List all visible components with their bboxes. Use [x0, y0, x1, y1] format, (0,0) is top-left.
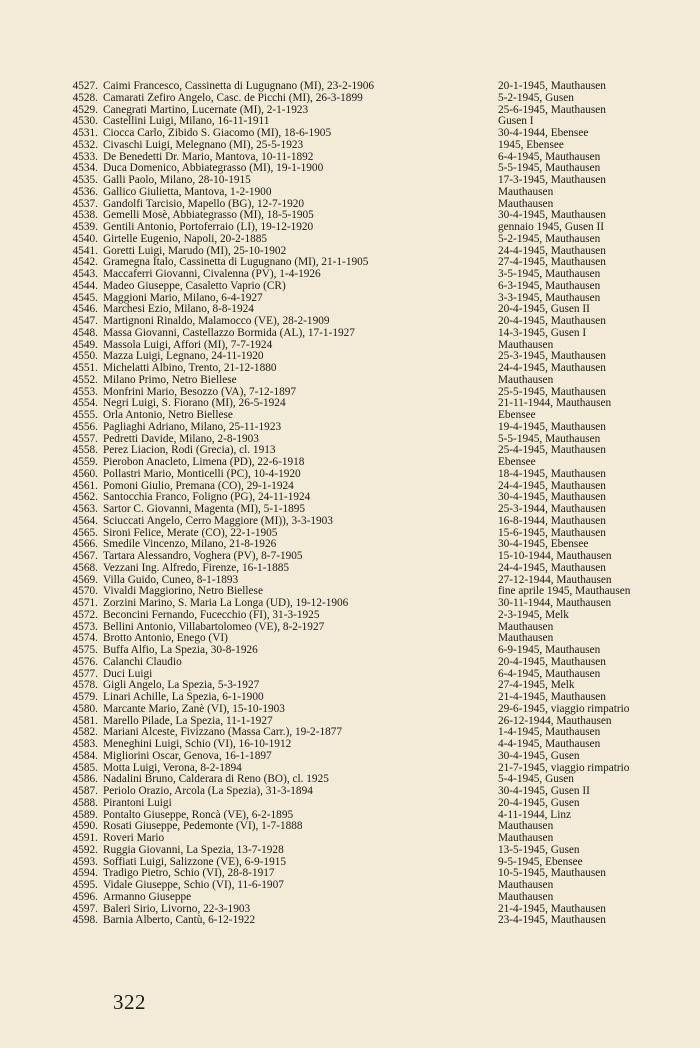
entry-death-place: Mauthausen	[498, 879, 554, 891]
entry-death-place: Mauthausen	[498, 197, 554, 210]
entry-number: 4567.	[72, 550, 98, 562]
entry-death-place: 2-3-1945, Melk	[498, 608, 569, 621]
entry-death-place: 20-4-1945, Gusen	[498, 796, 580, 809]
list-item	[62, 739, 662, 751]
entry-death-place: 6-4-1945, Mauthausen	[498, 150, 601, 163]
entry-name-birth: Brotto Antonio, Enego (VI)	[103, 632, 228, 645]
page-number: 322	[113, 990, 146, 1014]
list-item	[62, 657, 662, 669]
entry-name-birth: Ruggia Giovanni, La Spezia, 13-7-1928	[103, 843, 284, 856]
entry-number: 4563.	[72, 503, 98, 515]
list-item	[62, 504, 662, 516]
entry-name-birth: Pollastri Mario, Monticelli (PC), 10-4-1920	[103, 467, 301, 480]
entry-number: 4545.	[72, 291, 98, 304]
entry-number: 4581.	[72, 714, 98, 727]
entry-number: 4593.	[72, 855, 98, 868]
entry-name-birth: Vezzani Ing. Alfredo, Firenze, 16-1-1885	[103, 561, 290, 574]
entry-death-place: 4-11-1944, Linz	[498, 808, 571, 821]
entry-number: 4583.	[72, 738, 98, 750]
list-item	[62, 328, 662, 340]
entry-number: 4546.	[72, 303, 98, 316]
entry-death-place: 16-8-1944, Mauthausen	[498, 514, 606, 527]
entry-death-place: 13-5-1945, Gusen	[498, 843, 580, 856]
entry-death-place: 21-11-1944, Mauthausen	[498, 397, 612, 410]
entry-name-birth: Nadalini Bruno, Calderara di Reno (BO), cl. 1925	[103, 773, 329, 786]
entry-name-birth: De Benedetti Dr. Mario, Mantova, 10-11-1892	[103, 150, 314, 163]
entry-death-place: 21-4-1945, Mauthausen	[498, 902, 606, 915]
entry-death-place: 25-6-1945, Mauthausen	[498, 103, 606, 116]
entry-number: 4559.	[72, 456, 98, 468]
entry-number: 4586.	[72, 773, 98, 786]
list-item	[62, 410, 662, 422]
entry-death-place: 24-4-1945, Mauthausen	[498, 561, 606, 574]
entry-name-birth: Tradigo Pietro, Schio (VI), 28-8-1917	[103, 867, 275, 880]
list-item	[62, 645, 662, 657]
list-item	[62, 234, 662, 246]
entry-name-birth: Buffa Alfio, La Spezia, 30-8-1926	[103, 644, 258, 656]
entry-death-place: 6-9-1945, Mauthausen	[498, 644, 601, 656]
entry-death-place: 20-4-1945, Mauthausen	[498, 655, 606, 668]
entry-death-place: Mauthausen	[498, 632, 554, 645]
entry-number: 4585.	[72, 761, 98, 774]
entry-number: 4571.	[72, 597, 98, 609]
entry-name-birth: Monfrini Mario, Besozzo (VA), 7-12-1897	[103, 385, 297, 398]
entry-number: 4572.	[72, 608, 98, 621]
entry-number: 4561.	[72, 479, 98, 492]
entry-death-place: 20-4-1945, Gusen II	[498, 303, 590, 316]
entry-number: 4577.	[72, 667, 98, 680]
entry-number: 4540.	[72, 232, 98, 245]
entry-name-birth: Orla Antonio, Netro Biellese	[103, 409, 233, 421]
list-item	[62, 516, 662, 528]
entry-death-place: 21-7-1945, viaggio rimpatrio	[498, 761, 630, 774]
entry-name-birth: Gandolfi Tarcisio, Mapello (BG), 12-7-1920	[103, 197, 305, 210]
entry-death-place: 20-4-1945, Mauthausen	[498, 315, 606, 327]
entry-name-birth: Galli Paolo, Milano, 28-10-1915	[103, 174, 251, 186]
entry-name-birth: Milano Primo, Netro Biellese	[103, 373, 237, 386]
entry-name-birth: Caimi Francesco, Cassinetta di Lugugnano (MI), 23-2-1906	[103, 80, 375, 92]
entry-death-place: 30-4-1945, Mauthausen	[498, 491, 606, 504]
entry-death-place: Ebensee	[498, 456, 536, 468]
entry-name-birth: Sironi Felice, Merate (CO), 22-1-1905	[103, 526, 278, 539]
entry-name-birth: Gemelli Mosè, Abbiategrasso (MI), 18-5-1905	[103, 209, 314, 222]
list-item	[62, 128, 662, 140]
entry-death-place: 30-4-1945, Ebensee	[498, 538, 589, 551]
entry-name-birth: Mazza Luigi, Legnano, 24-11-1920	[103, 350, 264, 363]
entry-number: 4566.	[72, 538, 98, 551]
entry-death-place: 24-4-1945, Mauthausen	[498, 479, 606, 492]
entry-death-place: 23-4-1945, Mauthausen	[498, 914, 606, 927]
entry-name-birth: Armanno Giuseppe	[103, 890, 192, 903]
entry-number: 4557.	[72, 432, 98, 445]
entry-death-place: 6-3-1945, Mauthausen	[498, 279, 601, 292]
entry-death-place: 30-11-1944, Mauthausen	[498, 597, 612, 609]
entry-number: 4555.	[72, 409, 98, 421]
entry-number: 4528.	[72, 91, 98, 104]
list-item	[62, 222, 662, 234]
entry-death-place: Mauthausen	[498, 832, 554, 844]
list-item	[62, 281, 662, 293]
entry-number: 4596.	[72, 890, 98, 903]
list-item	[62, 375, 662, 387]
entry-death-place: 15-6-1945, Mauthausen	[498, 526, 606, 539]
entry-number: 4570.	[72, 585, 98, 598]
list-item	[62, 798, 662, 810]
entry-number: 4529.	[72, 103, 98, 116]
entry-number: 4591.	[72, 832, 98, 844]
entry-number: 4584.	[72, 749, 98, 762]
entry-number: 4565.	[72, 526, 98, 539]
entry-death-place: 20-1-1945, Mauthausen	[498, 80, 606, 92]
entry-number: 4530.	[72, 115, 98, 128]
entry-death-place: 27-4-1945, Mauthausen	[498, 256, 606, 269]
entry-death-place: gennaio 1945, Gusen II	[498, 221, 605, 233]
entry-name-birth: Massa Giovanni, Castellazzo Bormida (AL), 17-1-1927	[103, 326, 355, 339]
entry-number: 4592.	[72, 843, 98, 856]
entry-death-place: 5-5-1945, Mauthausen	[498, 432, 601, 445]
entry-death-place: 9-5-1945, Ebensee	[498, 855, 583, 868]
list-item	[62, 175, 662, 187]
list-item	[62, 892, 662, 904]
entry-death-place: 30-4-1945, Mauthausen	[498, 209, 606, 222]
entry-number: 4556.	[72, 420, 98, 433]
entry-number: 4573.	[72, 620, 98, 633]
entry-death-place: 25-5-1945, Mauthausen	[498, 385, 606, 398]
entry-number: 4575.	[72, 644, 98, 656]
entry-name-birth: Marcante Mario, Zanè (VI), 15-10-1903	[103, 702, 285, 715]
entry-name-birth: Beconcini Fernando, Fucecchio (FI), 31-3-1925	[103, 608, 320, 621]
entry-number: 4595.	[72, 879, 98, 891]
list-item	[62, 915, 662, 927]
entry-name-birth: Motta Luigi, Verona, 8-2-1894	[103, 761, 242, 774]
entry-death-place: 5-5-1945, Mauthausen	[498, 162, 601, 175]
entry-number: 4558.	[72, 444, 98, 457]
entry-name-birth: Duci Luigi	[103, 667, 153, 680]
entry-death-place: Gusen I	[498, 115, 534, 128]
entry-number: 4539.	[72, 221, 98, 233]
entry-number: 4580.	[72, 702, 98, 715]
entry-name-birth: Negri Luigi, S. Fiorano (MI), 26-5-1924	[103, 397, 286, 410]
entry-name-birth: Tartara Alessandro, Voghera (PV), 8-7-1905	[103, 550, 303, 562]
entry-death-place: 15-10-1944, Mauthausen	[498, 550, 612, 562]
entry-name-birth: Duca Domenico, Abbiategrasso (MI), 19-1-1900	[103, 162, 324, 175]
list-item	[62, 316, 662, 328]
list-item	[62, 551, 662, 563]
entry-death-place: 30-4-1944, Ebensee	[498, 127, 589, 139]
entry-death-place: 25-3-1945, Mauthausen	[498, 350, 606, 363]
entry-name-birth: Vivaldi Maggiorino, Netro Biellese	[103, 585, 263, 598]
entry-name-birth: Vidale Giuseppe, Schio (VI), 11-6-1907	[103, 879, 284, 891]
entry-number: 4544.	[72, 279, 98, 292]
list-item	[62, 704, 662, 716]
entry-name-birth: Gallico Giulietta, Mantova, 1-2-1900	[103, 185, 272, 198]
entry-number: 4587.	[72, 785, 98, 797]
entry-death-place: 14-3-1945, Gusen I	[498, 326, 587, 339]
entry-name-birth: Rosati Giuseppe, Pedemonte (VI), 1-7-1888	[103, 820, 303, 833]
list-item	[62, 610, 662, 622]
entry-number: 4548.	[72, 326, 98, 339]
entry-number: 4562.	[72, 491, 98, 504]
entry-number: 4549.	[72, 338, 98, 351]
entry-death-place: 25-4-1945, Mauthausen	[498, 444, 606, 457]
entry-number: 4542.	[72, 256, 98, 269]
entry-death-place: 10-5-1945, Mauthausen	[498, 867, 606, 880]
entry-number: 4538.	[72, 209, 98, 222]
entry-death-place: Ebensee	[498, 409, 536, 421]
entry-name-birth: Civaschi Luigi, Melegnano (MI), 25-5-1923	[103, 138, 304, 151]
entry-number: 4578.	[72, 679, 98, 692]
entry-death-place: 24-4-1945, Mauthausen	[498, 244, 606, 257]
entry-name-birth: Marello Pilade, La Spezia, 11-1-1927	[103, 714, 273, 727]
entry-name-birth: Pierobon Anacleto, Limena (PD), 22-6-1918	[103, 456, 305, 468]
entry-death-place: Mauthausen	[498, 373, 554, 386]
entry-name-birth: Michelatti Albino, Trento, 21-12-1880	[103, 362, 277, 374]
entry-name-birth: Meneghini Luigi, Schio (VI), 16-10-1912	[103, 738, 292, 750]
entry-name-birth: Santocchia Franco, Foligno (PG), 24-11-1924	[103, 491, 311, 504]
entry-number: 4537.	[72, 197, 98, 210]
entry-number: 4534.	[72, 162, 98, 175]
entry-death-place: 18-4-1945, Mauthausen	[498, 467, 606, 480]
entry-number: 4569.	[72, 573, 98, 586]
entry-name-birth: Canegrati Martino, Lucernate (MI), 2-1-1923	[103, 103, 309, 116]
list-item	[62, 786, 662, 798]
entry-death-place: 30-4-1945, Gusen II	[498, 785, 590, 797]
entry-name-birth: Ciocca Carlo, Zibido S. Giacomo (MI), 18-6-1905	[103, 127, 332, 139]
list-item	[62, 363, 662, 375]
entry-number: 4576.	[72, 655, 98, 668]
entry-number: 4536.	[72, 185, 98, 198]
entry-name-birth: Baleri Sirio, Livorno, 22-3-1903	[103, 902, 251, 915]
entry-name-birth: Pagliaghi Adriano, Milano, 25-11-1923	[103, 420, 282, 433]
list-item	[62, 457, 662, 469]
entry-name-birth: Linari Achille, La Spezia, 6-1-1900	[103, 691, 264, 703]
entry-number: 4560.	[72, 467, 98, 480]
list-item	[62, 269, 662, 281]
list-item	[62, 140, 662, 152]
entry-name-birth: Periolo Orazio, Arcola (La Spezia), 31-3-1894	[103, 785, 313, 797]
entry-name-birth: Pirantoni Luigi	[103, 796, 172, 809]
deportee-list	[62, 81, 662, 927]
entry-number: 4541.	[72, 244, 98, 257]
list-item	[62, 93, 662, 105]
entry-number: 4594.	[72, 867, 98, 880]
entry-name-birth: Villa Guido, Cuneo, 8-1-1893	[103, 573, 239, 586]
entry-name-birth: Massola Luigi, Affori (MI), 7-7-1924	[103, 338, 273, 351]
entry-death-place: 5-2-1945, Mauthausen	[498, 232, 601, 245]
entry-death-place: fine aprile 1945, Mauthausen	[498, 585, 631, 598]
entry-name-birth: Soffiati Luigi, Salizzone (VE), 6-9-1915	[103, 855, 287, 868]
entry-death-place: 30-4-1945, Gusen	[498, 749, 580, 762]
entry-number: 4550.	[72, 350, 98, 363]
entry-number: 4547.	[72, 315, 98, 327]
entry-number: 4543.	[72, 268, 98, 280]
list-item	[62, 81, 662, 93]
entry-number: 4527.	[72, 80, 98, 92]
entry-death-place: Mauthausen	[498, 890, 554, 903]
entry-number: 4554.	[72, 397, 98, 410]
entry-name-birth: Sciuccati Angelo, Cerro Maggiore (MI)), 3-3-1903	[103, 514, 333, 527]
entry-number: 4535.	[72, 174, 98, 186]
entry-death-place: 29-6-1945, viaggio rimpatrio	[498, 702, 630, 715]
entry-number: 4531.	[72, 127, 98, 139]
entry-name-birth: Marchesi Ezio, Milano, 8-8-1924	[103, 303, 254, 316]
entry-name-birth: Bellini Antonio, Villabartolomeo (VE), 8-2-1927	[103, 620, 325, 633]
entry-name-birth: Maccaferri Giovanni, Civalenna (PV), 1-4-1926	[103, 268, 321, 280]
entry-death-place: 5-2-1945, Gusen	[498, 91, 574, 104]
entry-number: 4598.	[72, 914, 98, 927]
entry-name-birth: Pontalto Giuseppe, Roncà (VE), 6-2-1895	[103, 808, 294, 821]
entry-death-place: 21-4-1945, Mauthausen	[498, 691, 606, 703]
list-item	[62, 563, 662, 575]
entry-death-place: Mauthausen	[498, 820, 554, 833]
entry-name-birth: Camarati Zefiro Angelo, Casc. de Picchi (MI), 26-3-1899	[103, 91, 363, 104]
entry-death-place: 24-4-1945, Mauthausen	[498, 362, 606, 374]
entry-name-birth: Gramegna Italo, Cassinetta di Lugugnano (MI), 21-1-1905	[103, 256, 369, 269]
list-item	[62, 422, 662, 434]
entry-death-place: 27-4-1945, Melk	[498, 679, 575, 692]
entry-death-place: 19-4-1945, Mauthausen	[498, 420, 606, 433]
entry-death-place: 26-12-1944, Mauthausen	[498, 714, 612, 727]
entry-number: 4532.	[72, 138, 98, 151]
entry-number: 4551.	[72, 362, 98, 374]
entry-number: 4574.	[72, 632, 98, 645]
entry-name-birth: Barnia Alberto, Cantù, 6-12-1922	[103, 914, 256, 927]
entry-name-birth: Pomoni Giulio, Premana (CO), 29-1-1924	[103, 479, 294, 492]
entry-death-place: 1945, Ebensee	[498, 138, 564, 151]
entry-death-place: 3-3-1945, Mauthausen	[498, 291, 601, 304]
entry-death-place: 1-4-1945, Mauthausen	[498, 726, 601, 739]
entry-name-birth: Castellini Luigi, Milano, 16-11-1911	[103, 115, 270, 128]
entry-death-place: 17-3-1945, Mauthausen	[498, 174, 606, 186]
entry-number: 4590.	[72, 820, 98, 833]
entry-number: 4552.	[72, 373, 98, 386]
entry-name-birth: Sartor C. Giovanni, Magenta (MI), 5-1-1895	[103, 503, 306, 515]
entry-death-place: 27-12-1944, Mauthausen	[498, 573, 612, 586]
entry-number: 4582.	[72, 726, 98, 739]
entry-name-birth: Roveri Mario	[103, 832, 165, 844]
list-item	[62, 751, 662, 763]
entry-name-birth: Migliorini Oscar, Genova, 16-1-1897	[103, 749, 272, 762]
entry-name-birth: Mariani Alceste, Fivizzano (Massa Carr.), 19-2-1877	[103, 726, 343, 739]
list-item	[62, 880, 662, 892]
entry-name-birth: Calanchi Claudio	[103, 655, 182, 668]
entry-death-place: 4-4-1945, Mauthausen	[498, 738, 601, 750]
entry-name-birth: Martignoni Rinaldo, Malamocco (VE), 28-2-1909	[103, 315, 330, 327]
entry-name-birth: Pedretti Davide, Milano, 2-8-1903	[103, 432, 259, 445]
entry-number: 4588.	[72, 796, 98, 809]
entry-death-place: Mauthausen	[498, 620, 554, 633]
entry-number: 4589.	[72, 808, 98, 821]
entry-name-birth: Smedile Vincenzo, Milano, 21-8-1926	[103, 538, 277, 551]
list-item	[62, 187, 662, 199]
entry-death-place: Mauthausen	[498, 338, 554, 351]
entry-number: 4533.	[72, 150, 98, 163]
entry-death-place: 6-4-1945, Mauthausen	[498, 667, 601, 680]
entry-name-birth: Zorzini Marino, S. Maria La Longa (UD), 19-12-1906	[103, 597, 349, 609]
entry-number: 4579.	[72, 691, 98, 703]
entry-number: 4564.	[72, 514, 98, 527]
entry-name-birth: Madeo Giuseppe, Casaletto Vaprio (CR)	[103, 279, 286, 292]
list-item	[62, 598, 662, 610]
entry-name-birth: Maggioni Mario, Milano, 6-4-1927	[103, 291, 263, 304]
list-item	[62, 845, 662, 857]
entry-name-birth: Girtelle Eugenio, Napoli, 20-2-1885	[103, 232, 268, 245]
entry-name-birth: Gentili Antonio, Portoferraio (LI), 19-12-1920	[103, 221, 314, 233]
entry-number: 4568.	[72, 561, 98, 574]
entry-number: 4553.	[72, 385, 98, 398]
entry-name-birth: Perez Liacion, Rodi (Grecia), cl. 1913	[103, 444, 276, 457]
entry-number: 4597.	[72, 902, 98, 915]
list-item	[62, 833, 662, 845]
list-item	[62, 469, 662, 481]
entry-death-place: 5-4-1945, Gusen	[498, 773, 574, 786]
entry-death-place: Mauthausen	[498, 185, 554, 198]
list-item	[62, 692, 662, 704]
entry-name-birth: Goretti Luigi, Marudo (MI), 25-10-1902	[103, 244, 287, 257]
entry-death-place: 3-5-1945, Mauthausen	[498, 268, 601, 280]
entry-name-birth: Gigli Angelo, La Spezia, 5-3-1927	[103, 679, 260, 692]
entry-death-place: 25-3-1944, Mauthausen	[498, 503, 606, 515]
